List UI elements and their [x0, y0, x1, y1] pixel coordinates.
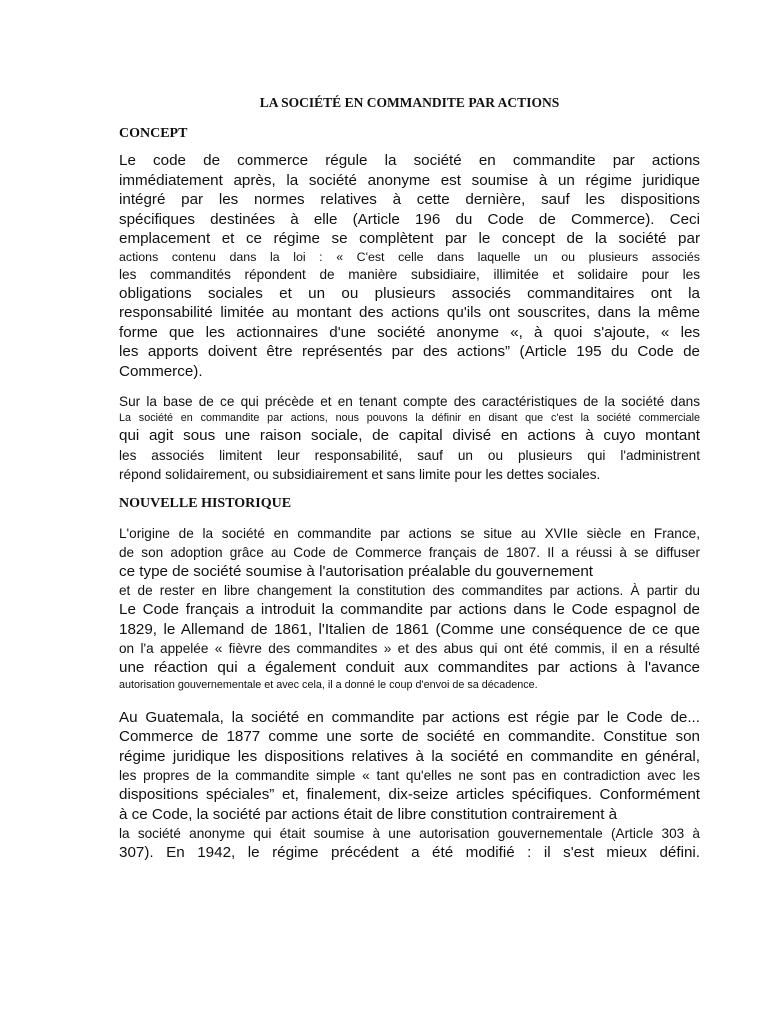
- section-heading-historique: NOUVELLE HISTORIQUE: [119, 495, 292, 511]
- text-line: Commerce).: [119, 362, 203, 380]
- text-line: les associés limitent leur responsabilité, sauf un ou plusieurs qui l'administrent: [119, 447, 700, 463]
- text-line: les commandités répondent de manière subsidiaire, illimitée et solidaire pour les: [119, 266, 700, 282]
- text-line: ce type de société soumise à l'autorisation préalable du gouvernement: [119, 562, 594, 580]
- text-line: intégré par les normes relatives à cette dernière, sauf les dispositions: [119, 191, 700, 208]
- text-line: L'origine de la société en commandite par actions se situe au XVIIe siècle en France,: [119, 525, 700, 541]
- text-line: répond solidairement, ou subsidiairement et sans limite pour les dettes sociales.: [119, 466, 601, 482]
- paragraph-concept-summary: [119, 392, 700, 484]
- text-line: 1829, le Allemand de 1861, l'Italien de 1861 (Comme une conséquence de ce que: [119, 620, 700, 638]
- text-line: autorisation gouvernementale et avec cela, il a donné le coup d'envoi de sa décadence.: [119, 678, 538, 691]
- text-line: immédiatement après, la société anonyme est soumise à un régime juridique: [119, 171, 700, 189]
- text-line: Le Code français a introduit la commandite par actions dans le Code espagnol de: [119, 601, 700, 618]
- text-line: Sur la base de ce qui précède et en tenant compte des caractéristiques de la société dans: [119, 394, 700, 409]
- section-heading-concept: CONCEPT: [119, 126, 188, 141]
- text-line: actions contenu dans la loi : « C'est celle dans laquelle un ou plusieurs associés: [119, 249, 700, 264]
- text-line: et de rester en libre changement la constitution des commandites par actions. À partir du: [119, 583, 700, 598]
- paragraph-historique-origin: [119, 524, 700, 693]
- text-line: forme que les actionnaires d'une société anonyme «, à quoi s'ajoute, « les: [119, 323, 700, 341]
- text-line: qui agit sous une raison sociale, de capital divisé en actions à cuyo montant: [119, 427, 700, 444]
- paragraph-concept-definition: [119, 151, 700, 381]
- text-line: Le code de commerce régule la société en commandite par actions: [119, 152, 700, 169]
- paragraph-historique-guatemala: [119, 708, 700, 863]
- text-line: les apports doivent être représentés par des actions” (Article 195 du Code de: [119, 343, 700, 360]
- text-line: on l'a appelée « fièvre des commandites » et des abus qui ont été commis, il en a résulté: [119, 641, 700, 656]
- text-line: 307). En 1942, le régime précédent a été modifié : il s'est mieux défini.: [119, 844, 700, 861]
- text-line: La société en commandite par actions, nous pouvons la définir en disant que c'est la société commerciale: [119, 412, 700, 424]
- text-line: obligations sociales et un ou plusieurs associés commanditaires ont la: [119, 284, 700, 302]
- text-line: responsabilité limitée au montant des actions qu'ils ont souscrites, dans la même: [119, 304, 700, 321]
- text-line: dispositions spéciales” et, finalement, dix-seize articles spécifiques. Conformément: [119, 786, 700, 803]
- text-line: une réaction qui a également conduit aux commandites par actions à l'avance: [119, 659, 700, 676]
- document-title: LA SOCIÉTÉ EN COMMANDITE PAR ACTIONS: [259, 95, 560, 110]
- text-line: régime juridique les dispositions relatives à la société en commandite en général,: [119, 747, 700, 765]
- text-line: de son adoption grâce au Code de Commerce français de 1807. Il a réussi à se diffuser: [119, 544, 700, 560]
- text-line: spécifiques destinées à elle (Article 196 du Code de Commerce). Ceci: [119, 210, 700, 228]
- text-line: la société anonyme qui était soumise à une autorisation gouvernementale (Article 303 à: [119, 826, 700, 841]
- text-line: Au Guatemala, la société en commandite par actions est régie par le Code de...: [119, 708, 700, 726]
- text-line: Commerce de 1877 comme une sorte de société en commandite. Constitue son: [119, 728, 700, 745]
- text-line: les propres de la commandite simple « tant qu'elles ne sont pas en contradiction avec les: [119, 768, 700, 783]
- text-line: emplacement et ce régime se complètent par le concept de la société par: [119, 230, 700, 247]
- text-line: à ce Code, la société par actions était de libre constitution contrairement à: [119, 805, 618, 823]
